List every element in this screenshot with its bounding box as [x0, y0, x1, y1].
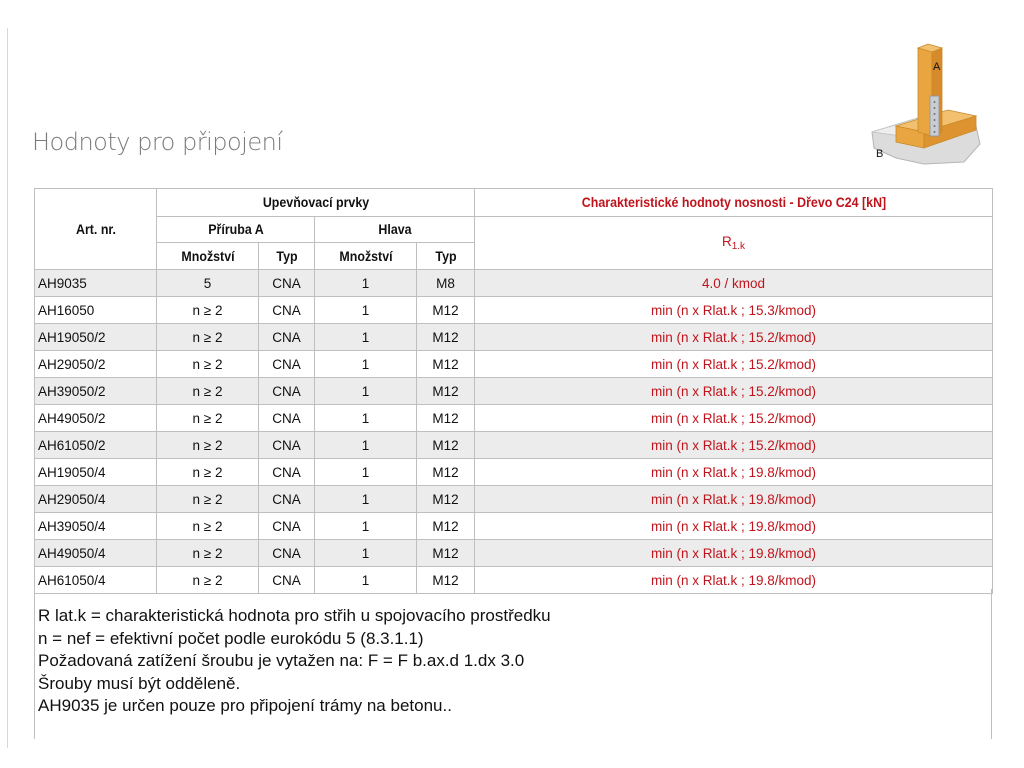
table-row	[35, 540, 993, 567]
cell-art-nr: AH61050/4	[35, 567, 157, 594]
table-row	[35, 405, 993, 432]
col-header-flange-a: Příruba A	[163, 217, 308, 243]
cell-head-qty: 1	[315, 297, 417, 324]
cell-flange-type: CNA	[259, 378, 315, 405]
cell-head-qty: 1	[315, 324, 417, 351]
cell-flange-qty: n ≥ 2	[157, 405, 259, 432]
cell-art-nr: AH61050/2	[35, 432, 157, 459]
table-row	[35, 324, 993, 351]
cell-art-nr: AH49050/4	[35, 540, 157, 567]
bracket-illustration	[868, 40, 988, 170]
table-row	[35, 297, 993, 324]
cell-head-qty: 1	[315, 270, 417, 297]
cell-flange-type: CNA	[259, 459, 315, 486]
cell-flange-qty: n ≥ 2	[157, 378, 259, 405]
cell-flange-qty: n ≥ 2	[157, 567, 259, 594]
cell-r1k-value: min (n x Rlat.k ; 15.2/kmod)	[475, 351, 993, 378]
cell-head-type: M12	[417, 297, 475, 324]
cell-head-qty: 1	[315, 405, 417, 432]
note-line: n = nef = efektivní počet podle eurokódu 5 (8.3.1.1)	[38, 628, 424, 648]
cell-head-qty: 1	[315, 540, 417, 567]
cell-flange-qty: n ≥ 2	[157, 459, 259, 486]
cell-art-nr: AH29050/4	[35, 486, 157, 513]
cell-r1k-value: min (n x Rlat.k ; 19.8/kmod)	[475, 540, 993, 567]
col-header-art-nr: Art. nr.	[39, 189, 151, 270]
cell-art-nr: AH49050/2	[35, 405, 157, 432]
cell-head-type: M12	[417, 459, 475, 486]
cell-flange-type: CNA	[259, 270, 315, 297]
cell-head-type: M12	[417, 513, 475, 540]
cell-art-nr: AH39050/2	[35, 378, 157, 405]
col-header-qty-head: Množství	[319, 243, 413, 270]
label-b: B	[876, 148, 884, 160]
cell-flange-type: CNA	[259, 540, 315, 567]
cell-head-type: M12	[417, 567, 475, 594]
cell-art-nr: AH9035	[35, 270, 157, 297]
cell-r1k-value: min (n x Rlat.k ; 19.8/kmod)	[475, 486, 993, 513]
cell-flange-type: CNA	[259, 324, 315, 351]
cell-art-nr: AH16050	[35, 297, 157, 324]
cell-flange-type: CNA	[259, 486, 315, 513]
r1k-sub: 1.k	[731, 241, 746, 252]
cell-flange-qty: n ≥ 2	[157, 513, 259, 540]
cell-head-qty: 1	[315, 432, 417, 459]
cell-r1k-value: min (n x Rlat.k ; 15.3/kmod)	[475, 297, 993, 324]
cell-head-qty: 1	[315, 567, 417, 594]
col-header-char-values: Charakteristické hodnoty nosnosti - Dřevo C24 [kN]	[495, 189, 972, 217]
cell-flange-qty: n ≥ 2	[157, 324, 259, 351]
cell-r1k-value: min (n x Rlat.k ; 15.2/kmod)	[475, 432, 993, 459]
col-header-type-flange: Typ	[261, 243, 313, 270]
label-a: A	[933, 61, 941, 73]
cell-head-type: M12	[417, 378, 475, 405]
cell-flange-qty: n ≥ 2	[157, 486, 259, 513]
note-line: Šrouby musí být odděleně.	[38, 673, 241, 693]
table-row	[35, 432, 993, 459]
cell-head-type: M12	[417, 432, 475, 459]
page-left-rule	[7, 28, 8, 748]
cell-art-nr: AH19050/4	[35, 459, 157, 486]
cell-flange-type: CNA	[259, 513, 315, 540]
note-line: AH9035 je určen pouze pro připojení trámy na betonu..	[38, 696, 452, 715]
cell-head-qty: 1	[315, 459, 417, 486]
cell-flange-qty: n ≥ 2	[157, 351, 259, 378]
cell-head-type: M12	[417, 405, 475, 432]
table-row	[35, 270, 993, 297]
cell-flange-type: CNA	[259, 432, 315, 459]
cell-head-type: M12	[417, 324, 475, 351]
cell-r1k-value: min (n x Rlat.k ; 15.2/kmod)	[475, 405, 993, 432]
cell-head-type: M12	[417, 540, 475, 567]
cell-art-nr: AH29050/2	[35, 351, 157, 378]
cell-head-qty: 1	[315, 486, 417, 513]
cell-flange-qty: 5	[157, 270, 259, 297]
col-header-head: Hlava	[321, 217, 468, 243]
cell-flange-qty: n ≥ 2	[157, 540, 259, 567]
cell-flange-type: CNA	[259, 297, 315, 324]
cell-r1k-value: min (n x Rlat.k ; 15.2/kmod)	[475, 324, 993, 351]
notes-box	[34, 589, 992, 739]
table-row	[35, 486, 993, 513]
note-line: Požadovaná zatížení šroubu je vytažen na: F = F b.ax.d 1.dx 3.0	[38, 651, 525, 670]
cell-r1k-value: min (n x Rlat.k ; 19.8/kmod)	[475, 459, 993, 486]
table-row	[35, 459, 993, 486]
cell-flange-type: CNA	[259, 351, 315, 378]
cell-r1k-value: min (n x Rlat.k ; 19.8/kmod)	[475, 567, 993, 594]
cell-head-qty: 1	[315, 351, 417, 378]
cell-flange-type: CNA	[259, 567, 315, 594]
r1k-main: R	[721, 234, 732, 249]
cell-r1k-value: 4.0 / kmod	[475, 270, 993, 297]
cell-head-type: M8	[417, 270, 475, 297]
cell-r1k-value: min (n x Rlat.k ; 15.2/kmod)	[475, 378, 993, 405]
cell-r1k-value: min (n x Rlat.k ; 19.8/kmod)	[475, 513, 993, 540]
cell-head-type: M12	[417, 486, 475, 513]
cell-head-qty: 1	[315, 378, 417, 405]
col-header-type-head: Typ	[419, 243, 472, 270]
cell-art-nr: AH39050/4	[35, 513, 157, 540]
cell-flange-type: CNA	[259, 405, 315, 432]
cell-art-nr: AH19050/2	[35, 324, 157, 351]
table-row	[35, 378, 993, 405]
page-title: Hodnoty pro připojení	[32, 128, 283, 156]
cell-head-type: M12	[417, 351, 475, 378]
cell-flange-qty: n ≥ 2	[157, 432, 259, 459]
col-header-r1k	[475, 217, 993, 270]
col-header-fasteners: Upevňovací prvky	[169, 189, 462, 217]
cell-flange-qty: n ≥ 2	[157, 297, 259, 324]
table-row	[35, 351, 993, 378]
note-line: R lat.k = charakteristická hodnota pro střih u spojovacího prostředku	[38, 606, 551, 625]
table-row	[35, 513, 993, 540]
table-body	[35, 270, 993, 594]
cell-head-qty: 1	[315, 513, 417, 540]
connection-values-table	[34, 188, 993, 594]
col-header-qty-flange: Množství	[161, 243, 255, 270]
